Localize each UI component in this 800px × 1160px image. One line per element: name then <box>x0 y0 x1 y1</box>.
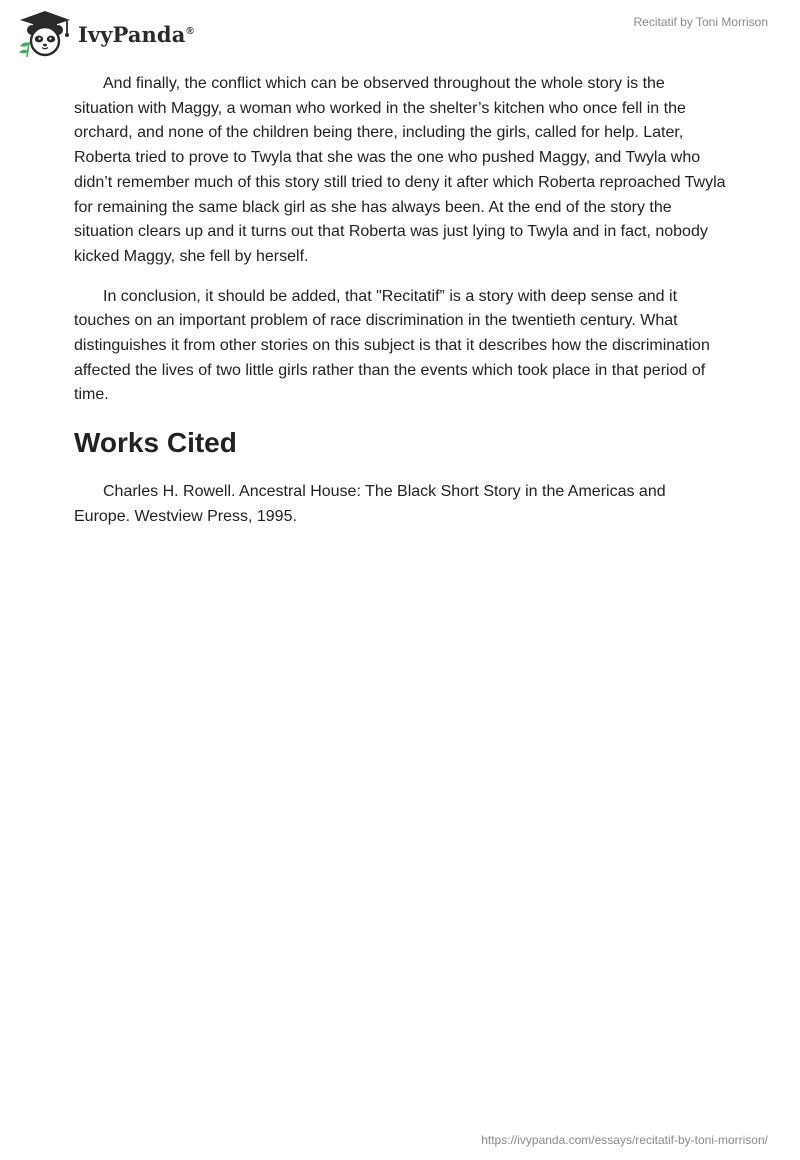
page-header <box>0 0 800 70</box>
panda-graduate-icon <box>16 8 74 58</box>
body-paragraph: In conclusion, it should be added, that "Recitatif” is a story with deep sense and it touches on an important problem of race discrimination in the twentieth century. What distinguishes it from other stories on this subject is that it describes how the discrimination affected the lives of two little girls rather than the events which took place in that period of time. <box>74 287 710 404</box>
body-paragraph: And finally, the conflict which can be observed throughout the whole story is the situation with Maggy, a woman who worked in the shelter’s kitchen who once fell in the orchard, and none of the children being there, including the girls, called for help. Later, Roberta tried to prove to Twyla that she was the one who pushed Maggy, and Twyla who didn’t remember much of this story still tried to deny it after which Roberta reproached Twyla for remaining the same black girl as she has always been. At the end of the story the situation clears up and it turns out that Roberta was just lying to Twyla and in fact, nobody kicked Maggy, she fell by herself. <box>74 75 726 265</box>
ivypanda-logo[interactable] <box>16 8 194 58</box>
running-title: Recitatif by Toni Morrison <box>633 15 768 29</box>
registered-mark: ® <box>186 25 194 37</box>
citation-entry: Charles H. Rowell. Ancestral House: The Black Short Story in the Americas and Europe. Westview Press, 1995. <box>74 483 666 525</box>
logo-wordmark: IvyPanda® <box>78 21 194 47</box>
works-cited-heading: Works Cited <box>74 427 237 459</box>
essay-body <box>74 72 726 545</box>
source-url[interactable]: https://ivypanda.com/essays/recitatif-by-toni-morrison/ <box>481 1133 768 1147</box>
